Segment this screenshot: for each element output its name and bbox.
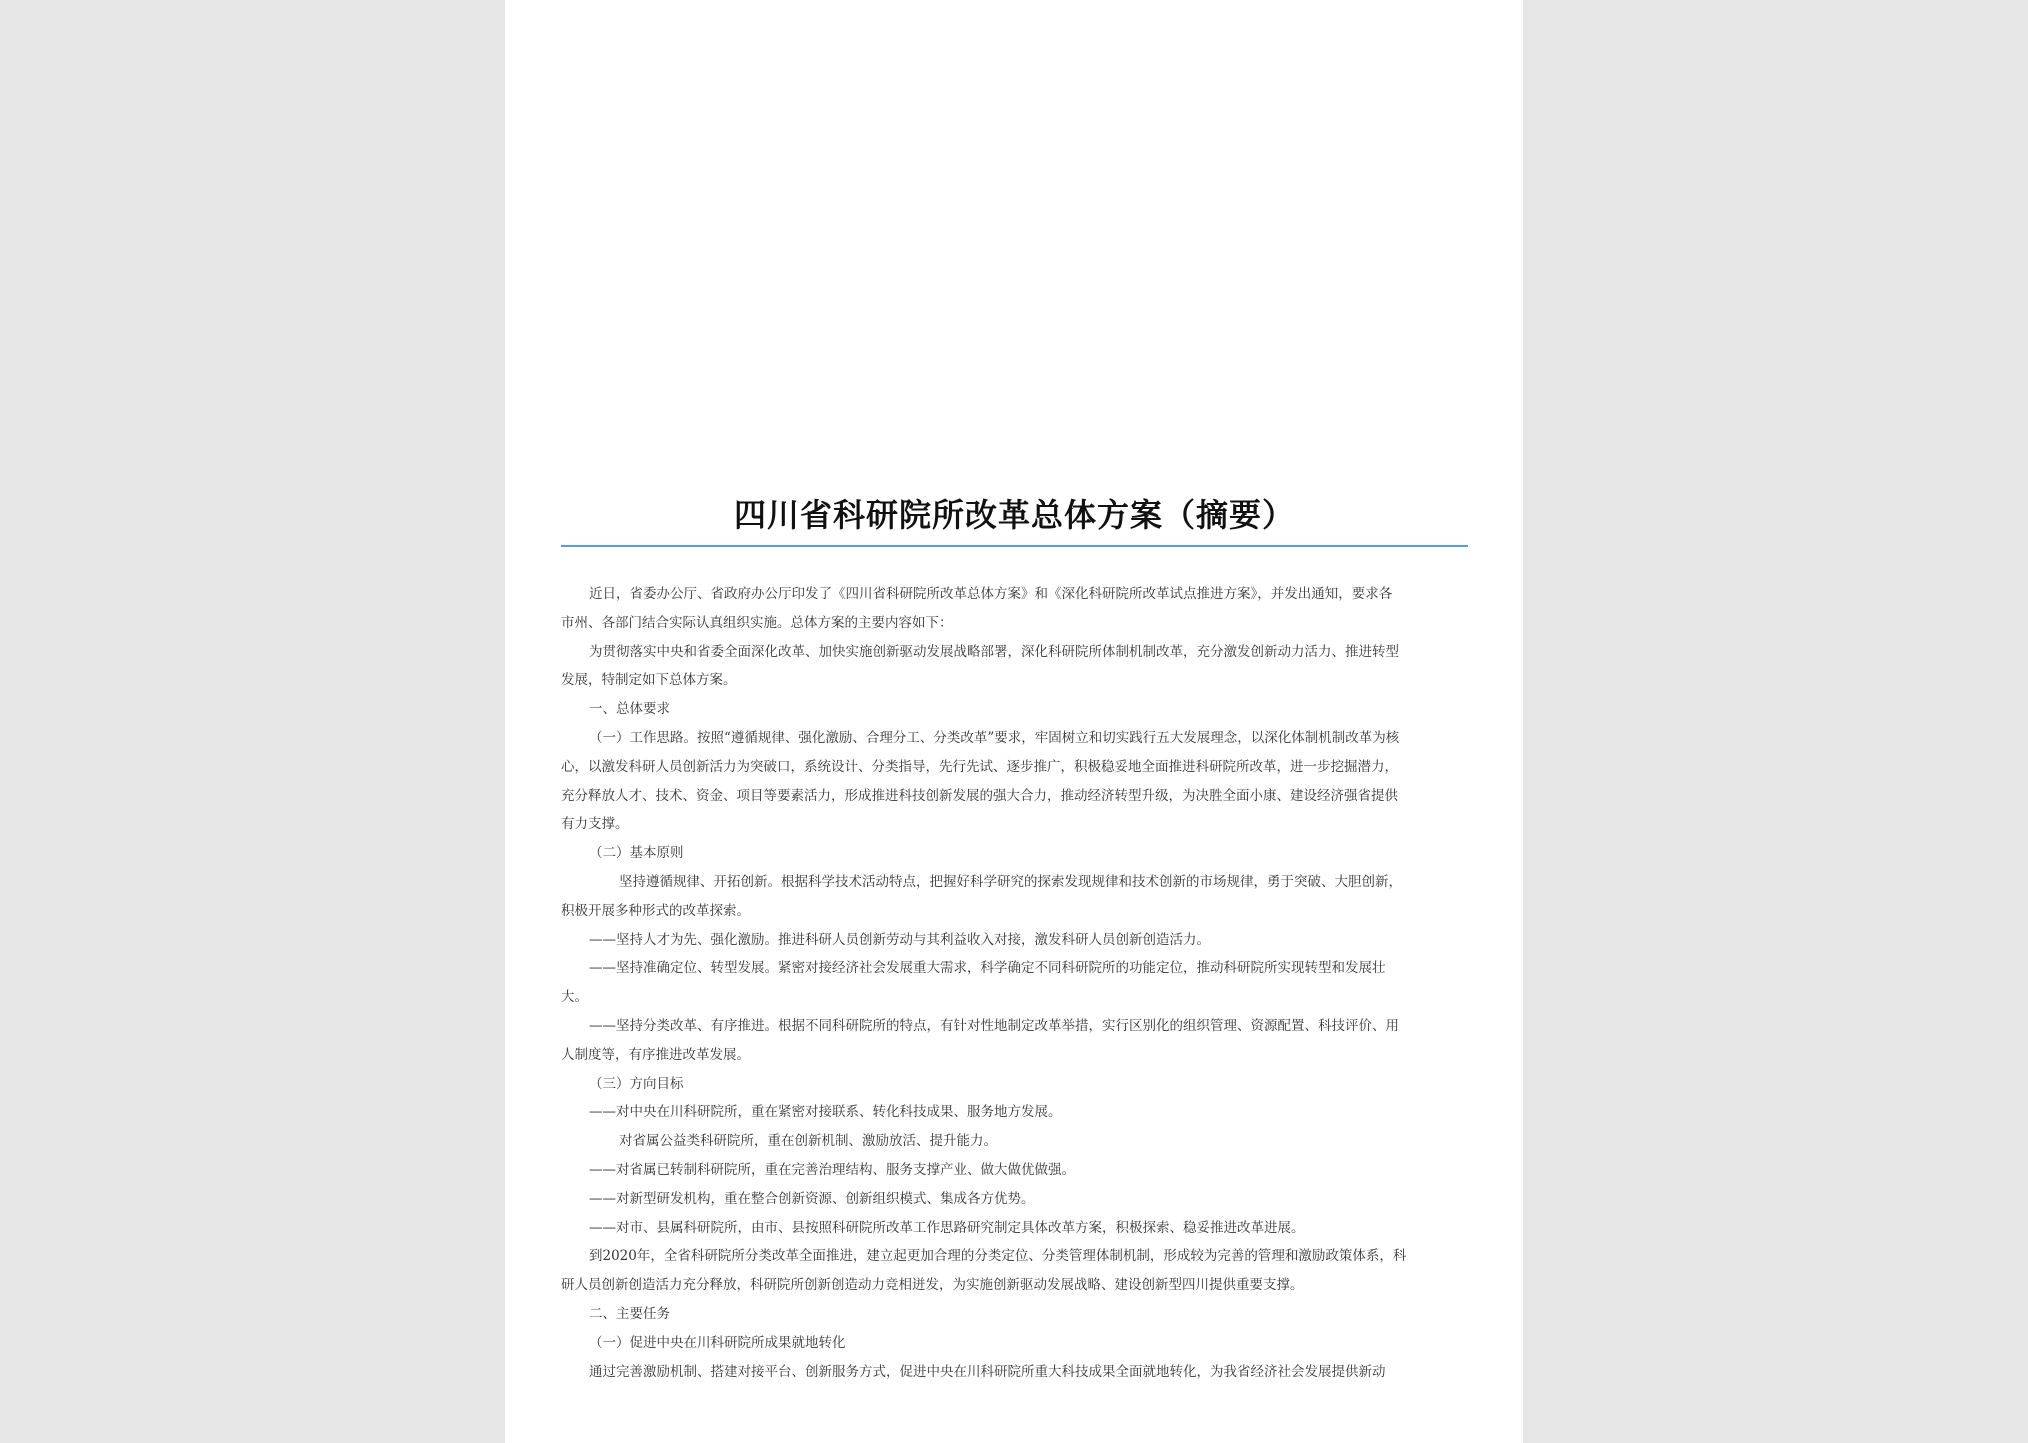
text-line: 发展，特制定如下总体方案。	[561, 672, 737, 689]
text-line: 坚持遵循规律、开拓创新。根据科学技术活动特点，把握好科学研究的探索发现规律和技术创新的市场规律，勇于突破、大胆创新，	[619, 873, 1402, 890]
text-line: （一）促进中央在川科研院所成果就地转化	[589, 1334, 846, 1351]
text-line: 到2020年，全省科研院所分类改革全面推进，建立起更加合理的分类定位、分类管理体制机制，形成较为完善的管理和激励政策体系，科	[589, 1248, 1407, 1265]
text-line: 对省属公益类科研院所，重在创新机制、激励放活、提升能力。	[619, 1133, 997, 1150]
document-page	[505, 0, 1523, 1443]
text-line: ——对市、县属科研院所，由市、县按照科研院所改革工作思路研究制定具体改革方案，积极探索、稳妥推进改革进展。	[589, 1219, 1305, 1236]
text-line: 市州、各部门结合实际认真组织实施。总体方案的主要内容如下：	[561, 614, 953, 631]
text-line: 充分释放人才、技术、资金、项目等要素活力，形成推进科技创新发展的强大合力，推动经济转型升级，为决胜全面小康、建设经济强省提供	[561, 787, 1398, 804]
text-line: 人制度等，有序推进改革发展。	[561, 1046, 750, 1063]
text-line: 为贯彻落实中央和省委全面深化改革、加快实施创新驱动发展战略部署，深化科研院所体制机制改革，充分激发创新动力活力、推进转型	[589, 643, 1399, 660]
text-line: ——坚持人才为先、强化激励。推进科研人员创新劳动与其利益收入对接，激发科研人员创新创造活力。	[589, 931, 1210, 948]
text-line: （一）工作思路。按照“遵循规律、强化激励、合理分工、分类改革”要求，牢固树立和切实践行五大发展理念，以深化体制机制改革为核	[589, 729, 1400, 746]
text-line: ——坚持分类改革、有序推进。根据不同科研院所的特点，有针对性地制定改革举措，实行区别化的组织管理、资源配置、科技评价、用	[589, 1017, 1399, 1034]
document-body	[561, 580, 1458, 1386]
text-line: 大。	[561, 989, 588, 1006]
document-title: 四川省科研院所改革总体方案（摘要）	[733, 496, 1295, 534]
text-line: ——坚持准确定位、转型发展。紧密对接经济社会发展重大需求，科学确定不同科研院所的功能定位，推动科研院所实现转型和发展壮	[589, 960, 1386, 977]
text-line: ——对中央在川科研院所，重在紧密对接联系、转化科技成果、服务地方发展。	[589, 1104, 1062, 1121]
text-line: 一、总体要求	[589, 701, 670, 718]
text-line: 通过完善激励机制、搭建对接平台、创新服务方式，促进中央在川科研院所重大科技成果全面就地转化，为我省经济社会发展提供新动	[589, 1363, 1386, 1380]
text-line: （二）基本原则	[589, 845, 684, 862]
text-line: 近日，省委办公厅、省政府办公厅印发了《四川省科研院所改革总体方案》和《深化科研院所改革试点推进方案》，并发出通知，要求各	[589, 586, 1393, 602]
text-line: 积极开展多种形式的改革探索。	[561, 902, 750, 919]
text-line: ——对省属已转制科研院所，重在完善治理结构、服务支撑产业、做大做优做强。	[589, 1161, 1075, 1178]
text-line: ——对新型研发机构，重在整合创新资源、创新组织模式、集成各方优势。	[589, 1190, 1035, 1207]
text-line: 心，以激发科研人员创新活力为突破口，系统设计、分类指导，先行先试、逐步推广，积极稳妥地全面推进科研院所改革，进一步挖掘潜力，	[561, 758, 1398, 775]
text-line: 研人员创新创造活力充分释放，科研院所创新创造动力竞相迸发，为实施创新驱动发展战略、建设创新型四川提供重要支撑。	[561, 1277, 1304, 1294]
text-line: 有力支撑。	[561, 816, 629, 833]
text-line: （三）方向目标	[589, 1075, 684, 1092]
title-divider	[561, 545, 1468, 547]
text-line: 二、主要任务	[589, 1305, 670, 1322]
